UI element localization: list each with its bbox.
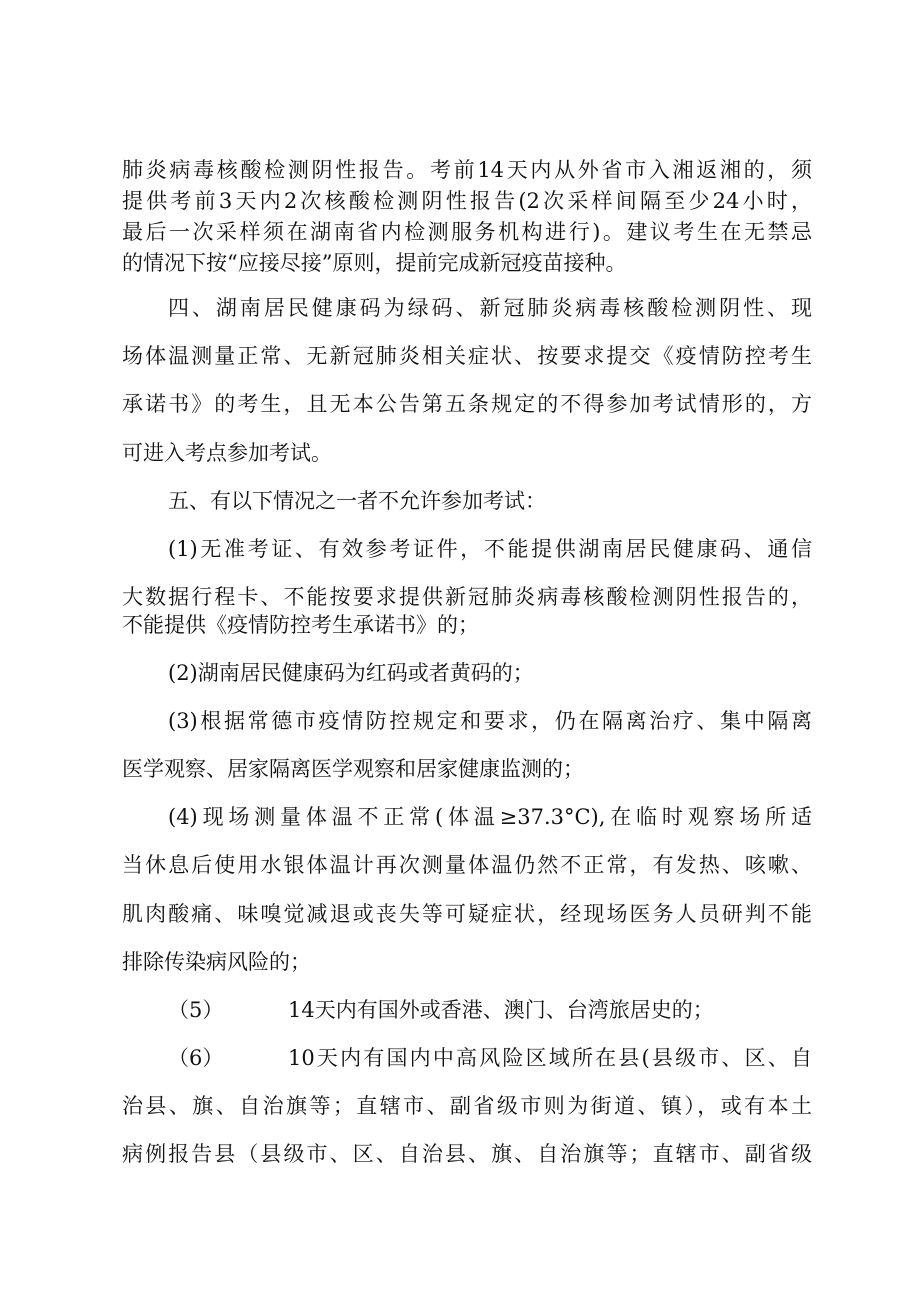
text-line: 治县、旗、自治旗等；直辖市、副省级市则为街道、镇），或有本土 <box>122 1094 812 1118</box>
item-1-first-line: (1)无准考证、有效参考证件，不能提供湖南居民健康码、通信 <box>168 537 812 561</box>
text-line: 不能提供《疫情防控考生承诺书》的； <box>122 613 479 637</box>
text-line: 医学观察、居家隔离医学观察和居家健康监测的； <box>122 757 584 781</box>
item-4-first-line: (4)现场测量体温不正常(体温≥37.3°C),在临时观察场所适 <box>168 805 812 829</box>
text-line: 排除传染病风险的； <box>122 950 311 974</box>
item-3-first-line: (3)根据常德市疫情防控规定和要求，仍在隔离治疗、集中隔离 <box>168 709 812 733</box>
item-5-text: 14天内有国外或香港、澳门、台湾旅居史的； <box>288 998 714 1022</box>
text-line: 的情况下按“应接尽接”原则，提前完成新冠疫苗接种。 <box>122 251 627 275</box>
text-line: 最后一次采样须在湖南省内检测服务机构进行)。建议考生在无禁忌 <box>122 220 812 244</box>
text-line: 肺炎病毒核酸检测阴性报告。考前14天内从外省市入湘返湘的，须 <box>122 158 812 182</box>
text-line: 可进入考点参加考试。 <box>122 441 332 465</box>
paragraph-five-heading: 五、有以下情况之一者不允许参加考试： <box>168 489 546 513</box>
paragraph-four-first-line: 四、湖南居民健康码为绿码、新冠肺炎病毒核酸检测阴性、现 <box>168 296 812 320</box>
item-6-number: （6） <box>168 1046 224 1070</box>
text-line: 提供考前3天内2次核酸检测阴性报告(2次采样间隔至少24小时， <box>122 189 812 213</box>
item-5-number: （5） <box>168 998 224 1022</box>
text-line: 当休息后使用水银体温计再次测量体温仍然不正常，有发热、咳嗽、 <box>122 853 812 877</box>
text-line: 大数据行程卡、不能按要求提供新冠肺炎病毒核酸检测阴性报告的， <box>122 585 812 609</box>
text-line: 肌肉酸痛、味嗅觉减退或丧失等可疑症状，经现场医务人员研判不能 <box>122 902 812 926</box>
text-line: 场体温测量正常、无新冠肺炎相关症状、按要求提交《疫情防控考生 <box>122 344 812 368</box>
item-2: (2)湖南居民健康码为红码或者黄码的； <box>168 661 534 685</box>
text-line: 病例报告县（县级市、区、自治县、旗、自治旗等；直辖市、副省级 <box>122 1142 812 1166</box>
text-line: 承诺书》的考生，且无本公告第五条规定的不得参加考试情形的，方 <box>122 392 812 416</box>
item-6-text: 10天内有国内中高风险区域所在县(县级市、区、自 <box>288 1046 812 1070</box>
